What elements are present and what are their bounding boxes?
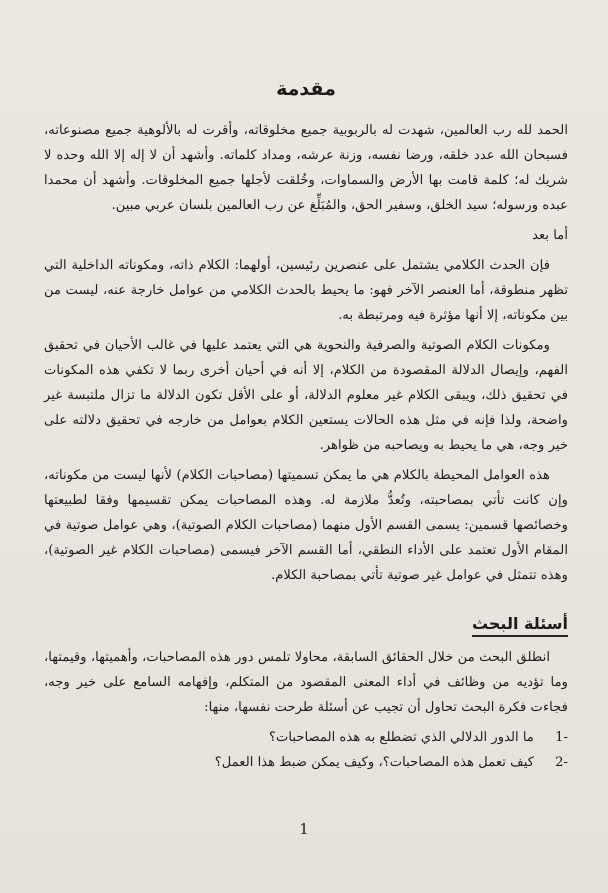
page-content <box>44 78 568 775</box>
body-paragraph-3: هذه العوامل المحيطة بالكلام هي ما يمكن تسميتها (مصاحبات الكلام) لأنها ليست من مكوناته، وإن كانت تأتي بمصاحبته، وتُعدُّ ملازمة له. وهذه المصاحبات يمكن تقسيمها وفقا لطبيعتها وخصائصها قسمين: يسمى القسم الأول منهما (مصاحبات الكلام الصوتية)، وهي عوامل صوتية في المقام الأول تعتمد على الأداء النطقي، أما القسم الآخر فيسمى (مصاحبات الكلام غير الصوتية)، وهذه تتمثل في عوامل غير صوتية تأتي بمصاحبة الكلام. <box>44 468 568 583</box>
list-item <box>44 750 568 775</box>
section-heading <box>44 614 568 637</box>
section-paragraph: انطلق البحث من خلال الحقائق السابقة، محاولا تلمس دور هذه المصاحبات، وأهميتها، وقيمتها، وما تؤديه من وظائف في أداء المعنى المقصود من المتكلم، وإفهامه السامع على خير وجه، فجاءت فكرة البحث تحاول أن تجيب عن أسئلة طرحت نفسها، منها: <box>44 650 568 715</box>
questions-list <box>44 725 568 775</box>
page-title: مقدمة <box>276 78 336 100</box>
section-heading-text: أسئلة البحث <box>472 614 568 637</box>
intro-paragraph: الحمد لله رب العالمين، شهدت له بالربوبية جميع مخلوقاته، وأقرت له بالألوهية جميع مصنوعاته، فسبحان الله عدد خلقه، ورضا نفسه، وزنة عرشه، ومداد كلماته. وأشهد أن لا إله إلا الله وحده لا شريك له؛ كلمة قامت بها الأرض والسماوات، وخُلقت لأجلها جميع المخلوقات. وأشهد أن محمدا عبده ورسوله؛ سيد الخلق، وسفير الحق، والمُبَلِّغ عن رب العالمين بلسان عربي مبين. <box>44 123 568 213</box>
amma-baad: أما بعد <box>532 228 568 243</box>
list-item <box>44 725 568 750</box>
question-number: 2- <box>555 755 568 770</box>
page-number: 1 <box>299 820 309 838</box>
question-number: 1- <box>555 730 568 745</box>
body-paragraph-1: فإن الحدث الكلامي يشتمل على عنصرين رئيسين، أولهما: الكلام ذاته، ومكوناته الداخلية التي تظهر منطوقة، أما العنصر الآخر فهو: ما يحيط بالحدث الكلامي من عوامل خارجة عنه، ليست من بين مكوناته، إلا أنها مؤثرة فيه ومرتبطة به. <box>44 258 568 323</box>
question-text: كيف تعمل هذه المصاحبات؟، وكيف يمكن ضبط هذا العمل؟ <box>214 755 534 770</box>
question-text: ما الدور الدلالي الذي تضطلع به هذه المصاحبات؟ <box>269 730 534 745</box>
body-paragraph-2: ومكونات الكلام الصوتية والصرفية والنحوية هي التي يعتمد عليها في غالب الأحيان في تحقيق الفهم، وإيصال الدلالة المقصودة من الكلام، إلا أنه في أحيان أخرى ربما لا تكفي هذه المكونات في تحقيق ذلك، ويبقى الكلام غير معلوم الدلالة، أو على الأقل تكون الدلالة ما تزال ملتبسة غير واضحة، ولذا فإنه في مثل هذه الحالات يستعين الكلام بعوامل من خارجه في تحقيق دلالته على خير وجه، هي ما يحيط به ويصاحبه من ظواهر. <box>44 338 568 453</box>
